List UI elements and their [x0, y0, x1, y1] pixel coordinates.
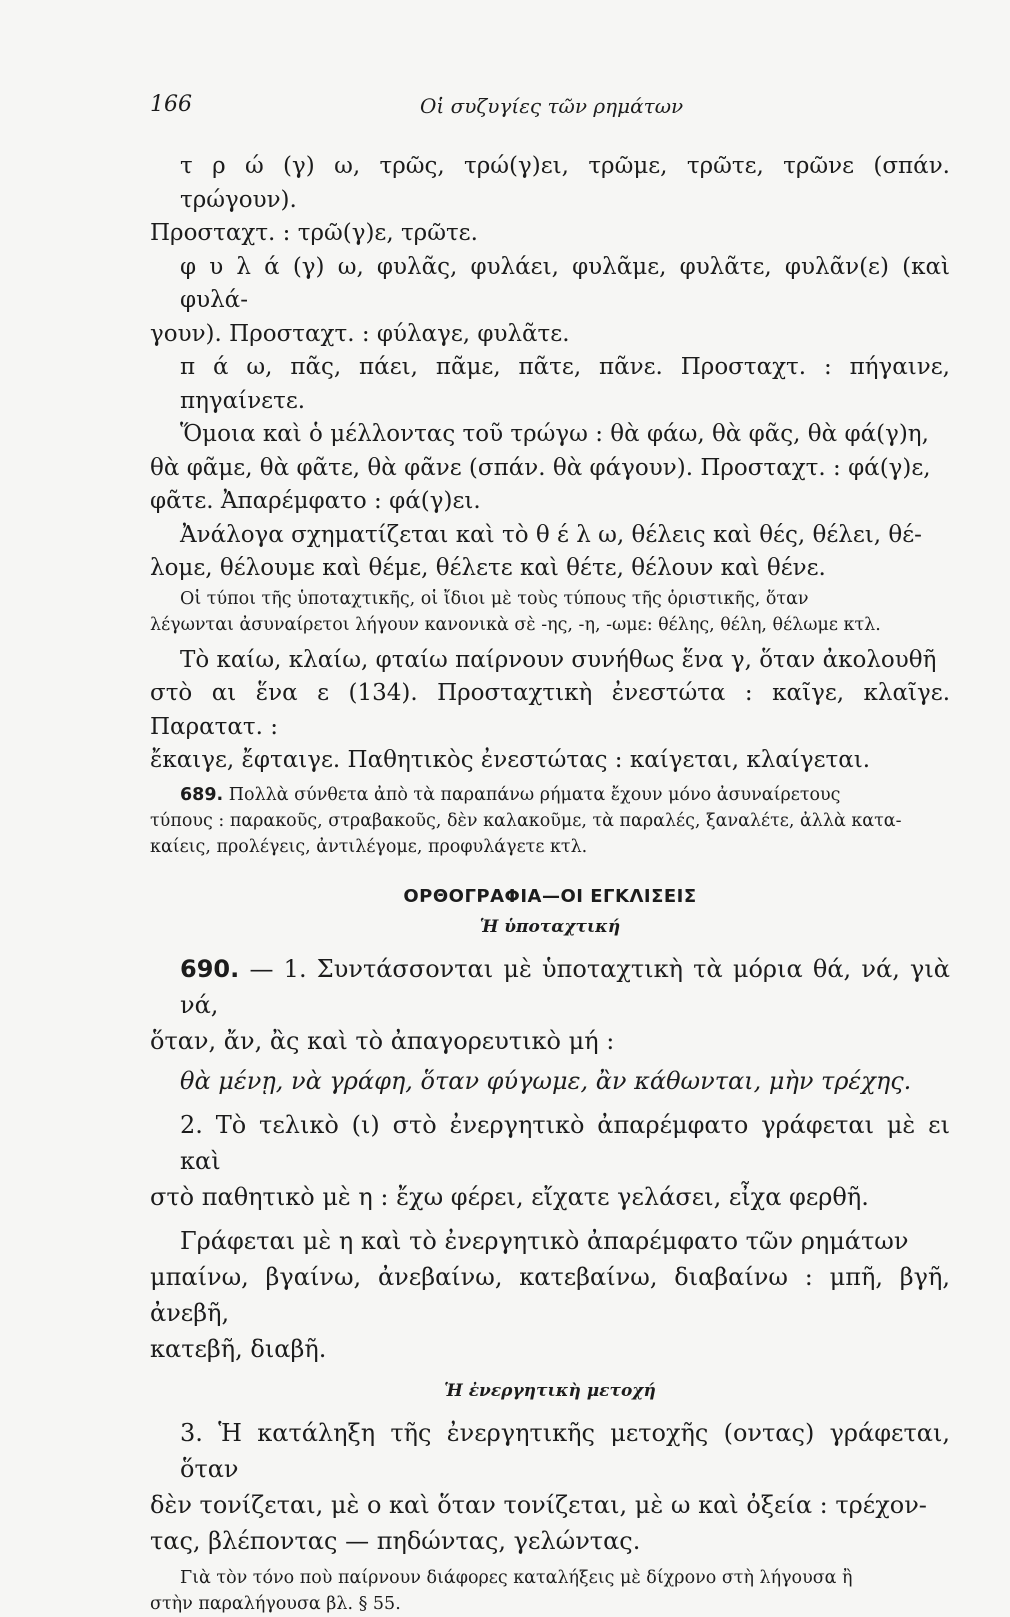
text-line: Γράφεται μὲ η καὶ τὸ ἐνεργητικὸ ἀπαρέμφατο τῶν ρημάτων	[180, 1226, 909, 1255]
text-line: γουν). Προσταχτ. : φύλαγε, φυλᾶτε.	[150, 320, 570, 347]
text-line: μπαίνω, βγαίνω, ἀνεβαίνω, κατεβαίνω, διαβαίνω : μπῆ, βγῆ, ἀνεβῆ,	[150, 1262, 950, 1327]
section-heading: ΟΡΘΟΓΡΑΦΙΑ—ΟΙ ΕΓΚΛΙΣΕΙΣ	[403, 885, 697, 907]
note-line: τύπους : παρακοῦς, στραβακοῦς, δὲν καλακοῦμε, τὰ παραλές, ξαναλέτε, ἀλλὰ κατα-	[150, 810, 902, 831]
text-line: φ υ λ ά (γ) ω, φυλᾶς, φυλάει, φυλᾶμε, φυλᾶτε, φυλᾶν(ε) (καὶ φυλά-	[180, 253, 950, 313]
page-body	[150, 150, 950, 1617]
note-line: Γιὰ τὸν τόνο ποὺ παίρνουν διάφορες καταλήξεις μὲ δίχρονο στὴ λήγουσα ἢ	[180, 1567, 853, 1588]
note-line: Πολλὰ σύνθετα ἀπὸ τὰ παραπάνω ρήματα ἔχουν μόνο ἀσυναίρετους	[228, 784, 841, 805]
note-line: λέγωνται ἀσυναίρετοι λήγουν κανονικὰ σὲ -ης, -η, -ωμε: θέλης, θέλη, θέλωμε κτλ.	[150, 614, 881, 635]
paragraph-number: 690.	[180, 954, 240, 983]
text-line: ἔκαιγε, ἔφταιγε. Παθητικὸς ἐνεστώτας : καίγεται, κλαίγεται.	[150, 747, 871, 773]
text-line: λομε, θέλουμε καὶ θέμε, θέλετε καὶ θέτε, θέλουν καὶ θένε.	[150, 555, 826, 581]
text-line: Ὅμοια καὶ ὁ μέλλοντας τοῦ τρώγω : θὰ φάω, θὰ φᾶς, θὰ φά(γ)η,	[180, 421, 929, 447]
text-line: Προσταχτ. : τρῶ(γ)ε, τρῶτε.	[150, 220, 478, 246]
text-line: ὅταν, ἄν, ἂς καὶ τὸ ἀπαγορευτικὸ μή :	[150, 1026, 615, 1055]
text-line: 3. Ἡ κατάληξη τῆς ἐνεργητικῆς μετοχῆς (οντας) γράφεται, ὅταν	[180, 1418, 950, 1483]
running-title: Οἱ συζυγίες τῶν ρημάτων	[420, 94, 684, 118]
text-line: στὸ παθητικὸ μὲ η : ἔχω φέρει, εἴχατε γελάσει, εἶχα φερθῆ.	[150, 1182, 869, 1211]
text-line: Ἀνάλογα σχηματίζεται καὶ τὸ θ έ λ ω, θέλεις καὶ θές, θέλει, θέ-	[180, 521, 922, 548]
text-line: κατεβῆ, διαβῆ.	[150, 1334, 327, 1363]
note-line: Οἱ τύποι τῆς ὑποταχτικῆς, οἱ ἴδιοι μὲ τοὺς τύπους τῆς ὁριστικῆς, ὅταν	[180, 588, 809, 609]
text-line: δὲν τονίζεται, μὲ ο καὶ ὅταν τονίζεται, μὲ ω καὶ ὀξεία : τρέχον-	[150, 1490, 927, 1519]
text-line: φᾶτε. Ἀπαρέμφατο : φά(γ)ει.	[150, 488, 481, 514]
text-line: τας, βλέποντας — πηδώντας, γελώντας.	[150, 1526, 641, 1555]
page-header	[150, 92, 950, 122]
note-line: στὴν παραλήγουσα βλ. § 55.	[150, 1593, 401, 1614]
paragraph-690	[150, 951, 950, 1023]
paragraph-number: 689.	[180, 784, 224, 805]
text-line: τ ρ ώ (γ) ω, τρῶς, τρώ(γ)ει, τρῶμε, τρῶτε, τρῶνε (σπάν. τρώγουν).	[180, 153, 950, 213]
note-line: καίεις, προλέγεις, ἀντιλέγομε, προφυλάγετε κτλ.	[150, 836, 588, 857]
page-number: 166	[150, 92, 192, 117]
text-line: 2. Τὸ τελικὸ (ι) στὸ ἐνεργητικὸ ἀπαρέμφατο γράφεται μὲ ει καὶ	[180, 1110, 950, 1175]
text-line: θὰ φᾶμε, θὰ φᾶτε, θὰ φᾶνε (σπάν. θὰ φάγουν). Προσταχτ. : φά(γ)ε,	[150, 454, 931, 481]
text-line: π ά ω, πᾶς, πάει, πᾶμε, πᾶτε, πᾶνε. Προσταχτ. : πήγαινε, πηγαίνετε.	[180, 354, 950, 414]
text-line: Τὸ καίω, κλαίω, φταίω παίρνουν συνήθως ἕνα γ, ὅταν ἀκολουθῆ	[180, 646, 937, 673]
example-line: θὰ μένῃ, νὰ γράφη, ὅταν φύγωμε, ἂν κάθωνται, μὴν τρέχης.	[180, 1066, 912, 1095]
text-line: — 1. Συντάσσονται μὲ ὑποταχτικὴ τὰ μόρια θά, νά, γιὰ νά,	[180, 954, 950, 1019]
text-line: στὸ αι ἕνα ε (134). Προσταχτικὴ ἐνεστώτα : καῖγε, κλαῖγε. Παρατατ. :	[150, 680, 950, 740]
subheading: Ἡ ὑποταχτική	[479, 916, 621, 937]
subheading: Ἡ ἐνεργητικὴ μετοχή	[444, 1380, 656, 1401]
paragraph-689	[150, 782, 950, 808]
